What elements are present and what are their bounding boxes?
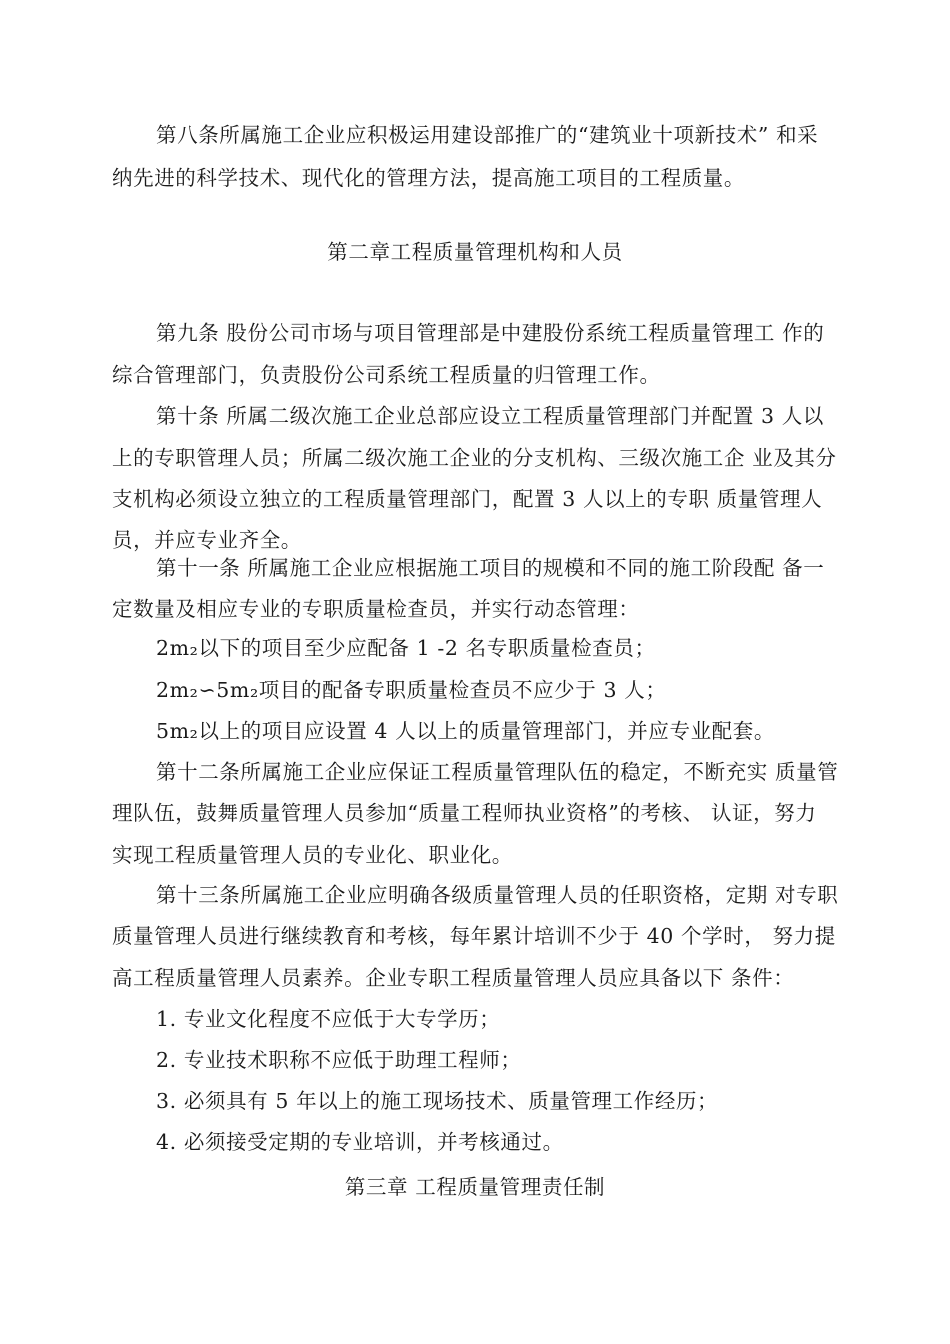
scale-requirement-large: 5m₂以上的项目应设置 4 人以上的质量管理部门，并应专业配套。	[156, 719, 775, 743]
article-12-line-1: 第十二条所属施工企业应保证工程质量管理队伍的稳定，不断充实 质量管	[156, 760, 839, 784]
condition-item-4: 4. 必须接受定期的专业培训，并考核通过。	[156, 1130, 564, 1154]
article-13-line-2: 质量管理人员进行继续教育和考核，每年累计培训不少于 40 个学时， 努力提	[112, 924, 836, 948]
article-11-line-1: 第十一条 所属施工企业应根据施工项目的规模和不同的施工阶段配 备一	[156, 556, 825, 580]
article-8-line-1: 第八条所属施工企业应积极运用建设部推广的“建筑业十项新技术” 和采	[156, 123, 819, 147]
scale-requirement-medium: 2m₂∽5m₂项目的配备专职质量检查员不应少于 3 人；	[156, 678, 667, 702]
article-8-line-2: 纳先进的科学技术、现代化的管理方法，提高施工项目的工程质量。	[112, 166, 745, 190]
condition-item-2: 2. 专业技术职称不应低于助理工程师；	[156, 1048, 522, 1072]
article-9-line-2: 综合管理部门，负责股份公司系统工程质量的归管理工作。	[112, 363, 661, 387]
article-13-line-3: 高工程质量管理人员素养。企业专职工程质量管理人员应具备以下 条件：	[112, 966, 795, 990]
chapter-3-heading: 第三章 工程质量管理责任制	[344, 1175, 606, 1199]
article-11-line-2: 定数量及相应专业的专职质量检查员，并实行动态管理：	[112, 597, 640, 621]
article-10-line-4: 员，并应专业齐全。	[112, 528, 302, 552]
article-12-line-3: 实现工程质量管理人员的专业化、职业化。	[112, 843, 513, 867]
article-10-line-1: 第十条 所属二级次施工企业总部应设立工程质量管理部门并配置 3 人以	[156, 404, 824, 428]
condition-item-3: 3. 必须具有 5 年以上的施工现场技术、质量管理工作经历；	[156, 1089, 719, 1113]
article-12-line-2: 理队伍，鼓舞质量管理人员参加“质量工程师执业资格”的考核、 认证，努力	[112, 801, 817, 825]
condition-item-1: 1. 专业文化程度不应低于大专学历；	[156, 1007, 501, 1031]
article-10-line-2: 上的专职管理人员；所属二级次施工企业的分支机构、三级次施工企 业及其分	[112, 446, 837, 470]
article-13-line-1: 第十三条所属施工企业应明确各级质量管理人员的任职资格，定期 对专职	[156, 883, 839, 907]
article-10-line-3: 支机构必须设立独立的工程质量管理部门，配置 3 人以上的专职 质量管理人	[112, 487, 823, 511]
article-9-line-1: 第九条 股份公司市场与项目管理部是中建股份系统工程质量管理工 作的	[156, 321, 825, 345]
chapter-2-heading: 第二章工程质量管理机构和人员	[327, 240, 623, 264]
scale-requirement-small: 2m₂以下的项目至少应配备 1 -2 名专职质量检查员；	[156, 636, 656, 660]
